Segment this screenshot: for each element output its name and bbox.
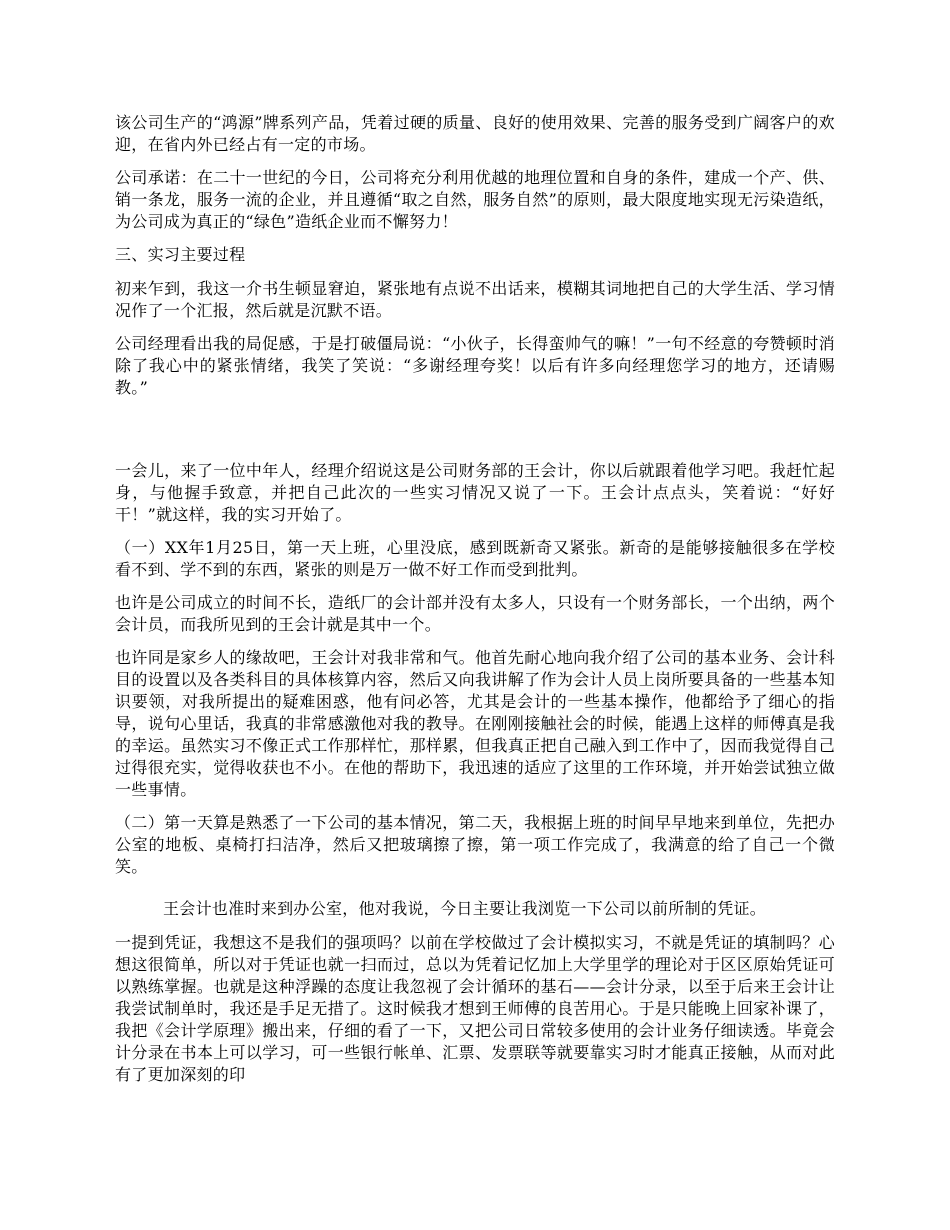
paragraph-manager-praise: 公司经理看出我的局促感，于是打破僵局说：“小伙子，长得蛮帅气的嘛！”一句不经意的夸赞顿时消除了我心中的紧张情绪，我笑了笑说：“多谢经理夸奖！以后有许多向经理您学习的地方，还请赐教。” (115, 334, 835, 397)
paragraph-company-products: 该公司生产的“鸿源”牌系列产品，凭着过硬的质量、良好的使用效果、完善的服务受到广阔客户的欢迎，在省内外已经占有一定的市场。 (115, 113, 835, 154)
paragraph-meet-accountant: 一会儿，来了一位中年人，经理介绍说这是公司财务部的王会计，你以后就跟着他学习吧。我赶忙起身，与他握手致意，并把自己此次的一些实习情况又说了一下。王会计点点头，笑着说：“好好干！”就这样，我的实习开始了。 (115, 461, 835, 524)
paragraph-voucher-reflection: 一提到凭证，我想这不是我们的强项吗？以前在学校做过了会计模拟实习，不就是凭证的填制吗？心想这很简单，所以对于凭证也就一扫而过，总以为凭着记忆加上大学里学的理论对于区区原始凭证可以熟练掌握。也就是这种浮躁的态度让我忽视了会计循环的基石——会计分录，以至于后来王会计让我尝试制单时，我还是手足无措了。这时候我才想到王师傅的良苦用心。于是只能晚上回家补课了，我把《会计学原理》搬出来，仔细的看了一下，又把公司日常较多使用的会计业务仔细读透。毕竟会计分录在书本上可以学习，可一些银行帐单、汇票、发票联等就要靠实习时才能真正接触，从而对此有了更加深刻的印 (115, 933, 835, 1084)
document-page (115, 112, 835, 1086)
blank-spacer (115, 410, 835, 460)
section-heading-internship-process: 三、实习主要过程 (115, 245, 246, 264)
paragraph-second-day: （二）第一天算是熟悉了一下公司的基本情况，第二天，我根据上班的时间早早地来到单位，先把办公室的地板、桌椅打扫洁净，然后又把玻璃擦了擦，第一项工作完成了，我满意的给了自己一个微笑。 (115, 813, 835, 876)
paragraph-first-arrival: 初来乍到，我这一介书生顿显窘迫，紧张地有点说不出话来，模糊其词地把自己的大学生活、学习情况作了一个汇报，然后就是沉默不语。 (115, 279, 835, 320)
paragraph-company-promise: 公司承诺：在二十一世纪的今日，公司将充分利用优越的地理位置和自身的条件，建成一个产、供、销一条龙，服务一流的企业，并且遵循“取之自然，服务自然”的原则，最大限度地实现无污染造纸，为公司成为真正的“绿色”造纸企业而不懈努力！ (115, 168, 835, 231)
paragraph-accounting-department: 也许是公司成立的时间不长，造纸厂的会计部并没有太多人，只设有一个财务部长，一个出纳，两个会计员，而我所见到的王会计就是其中一个。 (115, 593, 835, 634)
paragraph-browse-vouchers: 王会计也准时来到办公室，他对我说，今日主要让我浏览一下公司以前所制的凭证。 (163, 899, 767, 918)
paragraph-first-day: （一）XX年1月25日，第一天上班，心里没底，感到既新奇又紧张。新奇的是能够接触很多在学校看不到、学不到的东西，紧张的则是万一做不好工作而受到批判。 (115, 538, 835, 579)
paragraph-mentor-guidance: 也许同是家乡人的缘故吧，王会计对我非常和气。他首先耐心地向我介绍了公司的基本业务、会计科目的设置以及各类科目的具体核算内容，然后又向我讲解了作为会计人员上岗所要具备的一些基本知识要领，对我所提出的疑难困惑，他有问必答，尤其是会计的一些基本操作，他都给予了细心的指导，说句心里话，我真的非常感激他对我的教导。在刚刚接触社会的时候，能遇上这样的师傅真是我的幸运。虽然实习不像正式工作那样忙，那样累，但我真正把自己融入到工作中了，因而我觉得自己过得很充实，觉得收获也不小。在他的帮助下，我迅速的适应了这里的工作环境，并开始尝试独立做一些事情。 (115, 648, 835, 799)
